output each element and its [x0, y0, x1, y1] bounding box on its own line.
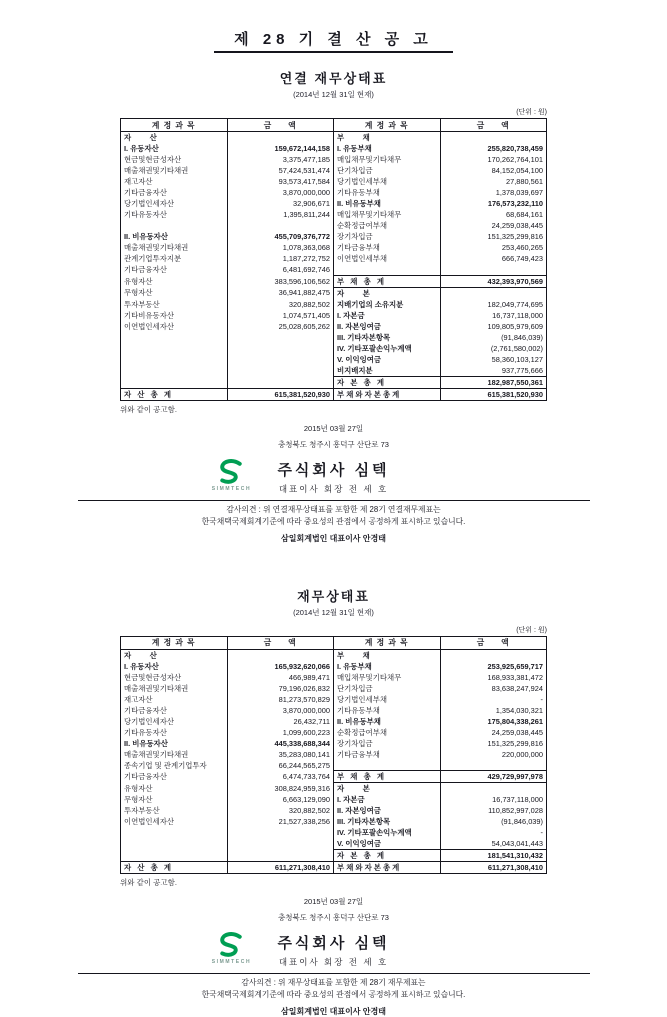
account-cell: II. 비유동부채 [334, 716, 441, 727]
table-row [121, 253, 547, 264]
simmtech-logo-icon [215, 932, 247, 959]
auditor-line: 삼일회계법인 대표이사 안경태 [281, 533, 386, 543]
column-header-amount: 금 액 [440, 119, 547, 132]
account-cell: II. 자본잉여금 [334, 805, 441, 816]
company-address: 충청북도 청주시 흥덕구 산단로 73 [278, 439, 389, 449]
amount-cell [227, 354, 334, 365]
account-cell: 자 산 총 계 [121, 862, 228, 874]
amount-cell: 6,474,733,764 [227, 771, 334, 783]
account-cell [121, 343, 228, 354]
amount-cell: 1,354,030,321 [440, 705, 547, 716]
amount-cell [227, 376, 334, 388]
account-cell: 부 채 총 계 [334, 275, 441, 287]
table-row [121, 343, 547, 354]
table-row [121, 749, 547, 760]
account-cell: 기타금융자산 [121, 705, 228, 716]
account-cell: 자 산 [121, 649, 228, 661]
amount-cell: 54,043,041,443 [440, 838, 547, 850]
table-row [121, 143, 547, 154]
table-row [121, 332, 547, 343]
notice-text: 위와 같이 공고함. [120, 878, 177, 888]
amount-cell: 308,824,959,316 [227, 783, 334, 795]
amount-cell: 383,596,106,562 [227, 275, 334, 287]
column-header-account: 계 정 과 목 [121, 119, 228, 132]
ceo-line: 대표이사 회장 전 세 호 [278, 483, 389, 494]
consolidated-section [0, 68, 667, 544]
account-cell [121, 827, 228, 838]
amount-cell [440, 649, 547, 661]
account-cell: 이연법인세자산 [121, 321, 228, 332]
column-header-amount: 금 액 [440, 636, 547, 649]
audit-opinion-line-1: 감사의견 : 위 연결재무상태표를 포함한 제 28기 연결재무제표는 [226, 504, 441, 514]
company-name: 주식회사 심텍 [277, 461, 390, 479]
table-row [121, 231, 547, 242]
account-cell: 자 본 [334, 287, 441, 299]
amount-cell: 181,541,310,432 [440, 850, 547, 862]
amount-cell: 110,852,997,028 [440, 805, 547, 816]
account-cell: 이연법인세자산 [121, 816, 228, 827]
table-row [121, 783, 547, 795]
amount-cell: 83,638,247,924 [440, 683, 547, 694]
amount-cell [440, 132, 547, 144]
amount-cell: 57,424,531,474 [227, 165, 334, 176]
account-cell: IV. 기타포괄손익누계액 [334, 343, 441, 354]
amount-cell: 320,882,502 [227, 805, 334, 816]
table-row [121, 760, 547, 771]
account-cell: 유형자산 [121, 275, 228, 287]
amount-cell: - [440, 694, 547, 705]
account-cell: V. 이익잉여금 [334, 838, 441, 850]
table-row [121, 176, 547, 187]
account-cell: 무형자산 [121, 287, 228, 299]
amount-cell: 255,820,738,459 [440, 143, 547, 154]
account-cell: V. 이익잉여금 [334, 354, 441, 365]
table-row [121, 705, 547, 716]
table-row [121, 771, 547, 783]
table-row [121, 220, 547, 231]
amount-cell: 81,273,570,829 [227, 694, 334, 705]
column-header-account: 계 정 과 목 [121, 636, 228, 649]
account-cell: 기타유동부채 [334, 187, 441, 198]
account-cell: 부 채 [334, 132, 441, 144]
announcement-date: 2015년 03월 27일 [303, 897, 364, 907]
account-cell: 기타유동자산 [121, 727, 228, 738]
amount-cell: 1,074,571,405 [227, 310, 334, 321]
column-header-account: 계 정 과 목 [334, 119, 441, 132]
company-block [211, 459, 390, 495]
as-of-date: (2014년 12월 31일 현재) [293, 607, 374, 617]
account-cell: II. 비유동부채 [334, 198, 441, 209]
account-cell: 이연법인세부채 [334, 253, 441, 264]
table-row [121, 310, 547, 321]
account-cell: 부 채 와 자 본 총 계 [334, 388, 441, 400]
account-cell: 자 산 [121, 132, 228, 144]
amount-cell: 3,870,000,000 [227, 187, 334, 198]
account-cell: 부 채 총 계 [334, 771, 441, 783]
amount-cell [227, 827, 334, 838]
amount-cell: 1,078,363,068 [227, 242, 334, 253]
amount-cell: 109,805,979,609 [440, 321, 547, 332]
table-row [121, 132, 547, 144]
table-row [121, 321, 547, 332]
account-cell: 기타유동부채 [334, 705, 441, 716]
amount-cell [227, 343, 334, 354]
table-row [121, 716, 547, 727]
settlement-announcement-page [0, 28, 667, 1017]
table-row [121, 694, 547, 705]
amount-cell: 151,325,299,816 [440, 231, 547, 242]
audit-opinion-line-1: 감사의견 : 위 재무상태표를 포함한 제 28기 재무제표는 [241, 978, 426, 988]
amount-cell: 159,672,144,158 [227, 143, 334, 154]
table-row [121, 738, 547, 749]
account-cell [121, 332, 228, 343]
amount-cell: 21,527,338,256 [227, 816, 334, 827]
account-cell: 매출채권및기타채권 [121, 242, 228, 253]
amount-cell [440, 760, 547, 771]
account-cell: 재고자산 [121, 694, 228, 705]
amount-cell: 466,989,471 [227, 672, 334, 683]
amount-cell [227, 649, 334, 661]
column-header-amount: 금 액 [227, 636, 334, 649]
account-cell [121, 376, 228, 388]
amount-cell: (91,846,039) [440, 332, 547, 343]
account-cell [121, 850, 228, 862]
amount-cell: 84,152,054,100 [440, 165, 547, 176]
table-row [121, 727, 547, 738]
table-row [121, 805, 547, 816]
table-row [121, 299, 547, 310]
account-cell: 종속기업 및 관계기업투자 [121, 760, 228, 771]
account-cell: 자 본 [334, 783, 441, 795]
account-cell: 무형자산 [121, 794, 228, 805]
amount-cell: 432,393,970,569 [440, 275, 547, 287]
account-cell: 자 본 총 계 [334, 850, 441, 862]
amount-cell [227, 850, 334, 862]
amount-cell [227, 132, 334, 144]
amount-cell: 16,737,118,000 [440, 794, 547, 805]
table-row [121, 683, 547, 694]
statement-title: 연결 재무상태표 [279, 71, 388, 86]
account-cell: 기타금융자산 [121, 187, 228, 198]
amount-cell: 3,870,000,000 [227, 705, 334, 716]
amount-cell: 182,049,774,695 [440, 299, 547, 310]
table-row [121, 275, 547, 287]
amount-cell [227, 365, 334, 377]
amount-cell: 16,737,118,000 [440, 310, 547, 321]
account-cell [334, 264, 441, 275]
account-cell: 기타금융부채 [334, 749, 441, 760]
amount-cell: 3,375,477,185 [227, 154, 334, 165]
table-row [121, 209, 547, 220]
auditor-line: 삼일회계법인 대표이사 안경태 [281, 1007, 386, 1017]
account-cell: 투자부동산 [121, 299, 228, 310]
audit-opinion-line-2: 한국채택국제회계기준에 따라 중요성의 관점에서 공정하게 표시하고 있습니다. [201, 516, 466, 526]
amount-cell: 220,000,000 [440, 749, 547, 760]
amount-cell: - [440, 827, 547, 838]
logo-caption: SIMMTECH [211, 485, 252, 492]
account-cell: 당기법인세자산 [121, 198, 228, 209]
audit-opinion [78, 500, 590, 528]
amount-cell: 937,775,666 [440, 365, 547, 377]
amount-cell: 32,906,671 [227, 198, 334, 209]
table-row [121, 242, 547, 253]
amount-cell: 615,381,520,930 [440, 388, 547, 400]
account-cell: 매출채권및기타채권 [121, 683, 228, 694]
account-cell: I. 유동부채 [334, 143, 441, 154]
amount-cell: 36,941,882,475 [227, 287, 334, 299]
table-row [121, 365, 547, 377]
amount-cell: 253,460,265 [440, 242, 547, 253]
account-cell: 단기차입금 [334, 683, 441, 694]
table-row [121, 862, 547, 874]
account-cell [121, 354, 228, 365]
table-row [121, 850, 547, 862]
account-cell: 유형자산 [121, 783, 228, 795]
consolidated-balance-sheet-table [120, 118, 547, 401]
table-row [121, 388, 547, 400]
account-cell: 기타비유동자산 [121, 310, 228, 321]
unit-label: (단위 : 원) [516, 109, 547, 116]
table-row [121, 794, 547, 805]
logo-caption: SIMMTECH [211, 959, 252, 966]
table-row [121, 816, 547, 827]
amount-cell: 24,259,038,445 [440, 220, 547, 231]
ceo-line: 대표이사 회장 전 세 호 [278, 957, 389, 968]
account-cell: IV. 기타포괄손익누계액 [334, 827, 441, 838]
amount-cell [440, 783, 547, 795]
table-row [121, 165, 547, 176]
account-cell: 당기법인세자산 [121, 716, 228, 727]
amount-cell: 165,932,620,066 [227, 661, 334, 672]
account-cell: III. 기타자본항목 [334, 332, 441, 343]
amount-cell: 611,271,308,410 [440, 862, 547, 874]
amount-cell: 1,395,811,244 [227, 209, 334, 220]
account-cell: 기타금융부채 [334, 242, 441, 253]
table-row [121, 187, 547, 198]
account-cell: 매입채무및기타채무 [334, 672, 441, 683]
amount-cell: 27,880,561 [440, 176, 547, 187]
audit-opinion-line-2: 한국채택국제회계기준에 따라 중요성의 관점에서 공정하게 표시하고 있습니다. [201, 990, 466, 1000]
amount-cell: 66,244,565,275 [227, 760, 334, 771]
company-address: 충청북도 청주시 흥덕구 산단로 73 [278, 913, 389, 923]
account-cell [121, 220, 228, 231]
separate-section [0, 586, 667, 1017]
account-cell: 관계기업투자지분 [121, 253, 228, 264]
amount-cell: 182,987,550,361 [440, 376, 547, 388]
account-cell: III. 기타자본항목 [334, 816, 441, 827]
account-cell: 매출채권및기타채권 [121, 165, 228, 176]
unit-label: (단위 : 원) [516, 626, 547, 634]
audit-opinion [78, 973, 590, 1001]
account-cell: 현금및현금성자산 [121, 154, 228, 165]
account-cell [334, 760, 441, 771]
account-cell: 지배기업의 소유지분 [334, 299, 441, 310]
amount-cell: 79,196,026,832 [227, 683, 334, 694]
amount-cell [440, 264, 547, 275]
company-logo [201, 459, 261, 492]
amount-cell: 175,804,338,261 [440, 716, 547, 727]
account-cell: 매입채무및기타채무 [334, 209, 441, 220]
account-cell: 비지배지분 [334, 365, 441, 377]
account-cell: 기타유동자산 [121, 209, 228, 220]
account-cell: 매입채무및기타채무 [334, 154, 441, 165]
account-cell: 당기법인세부채 [334, 176, 441, 187]
table-row [121, 154, 547, 165]
as-of-date: (2014년 12월 31일 현재) [293, 90, 374, 99]
table-header-row [121, 636, 547, 649]
table-row [121, 661, 547, 672]
account-cell: 장기차입금 [334, 231, 441, 242]
amount-cell: 93,573,417,584 [227, 176, 334, 187]
table-header-row [121, 119, 547, 132]
table-row [121, 376, 547, 388]
amount-cell: 151,325,299,816 [440, 738, 547, 749]
table-row [121, 672, 547, 683]
account-cell: II. 자본잉여금 [334, 321, 441, 332]
amount-cell: 26,432,711 [227, 716, 334, 727]
account-cell: 매출채권및기타채권 [121, 749, 228, 760]
account-cell: 부 채 [334, 649, 441, 661]
amount-cell: 253,925,659,717 [440, 661, 547, 672]
amount-cell: 1,187,272,752 [227, 253, 334, 264]
amount-cell: 445,338,688,344 [227, 738, 334, 749]
amount-cell [227, 220, 334, 231]
table-row [121, 827, 547, 838]
company-name: 주식회사 심텍 [277, 935, 390, 953]
amount-cell: 611,271,308,410 [227, 862, 334, 874]
amount-cell [227, 838, 334, 850]
account-cell: 투자부동산 [121, 805, 228, 816]
company-block [211, 932, 390, 968]
account-cell: 단기차입금 [334, 165, 441, 176]
amount-cell: 666,749,423 [440, 253, 547, 264]
table-row [121, 198, 547, 209]
account-cell: 부 채 와 자 본 총 계 [334, 862, 441, 874]
amount-cell [440, 287, 547, 299]
amount-cell: 170,262,764,101 [440, 154, 547, 165]
account-cell: 자 본 총 계 [334, 376, 441, 388]
account-cell: 현금및현금성자산 [121, 672, 228, 683]
table-row [121, 287, 547, 299]
account-cell: I. 유동자산 [121, 661, 228, 672]
amount-cell: 455,709,376,772 [227, 231, 334, 242]
account-cell: 재고자산 [121, 176, 228, 187]
page-title: 제 28 기 결 산 공 고 [214, 28, 453, 53]
amount-cell: 24,259,038,445 [440, 727, 547, 738]
account-cell: 기타금융자산 [121, 771, 228, 783]
amount-cell: 58,360,103,127 [440, 354, 547, 365]
amount-cell: 35,283,080,141 [227, 749, 334, 760]
account-cell: I. 자본금 [334, 310, 441, 321]
announcement-date: 2015년 03월 27일 [303, 423, 364, 433]
amount-cell: 429,729,997,978 [440, 771, 547, 783]
table-row [121, 354, 547, 365]
amount-cell: 1,378,039,697 [440, 187, 547, 198]
amount-cell [227, 332, 334, 343]
column-header-amount: 금 액 [227, 119, 334, 132]
account-cell: 기타금융자산 [121, 264, 228, 275]
separate-balance-sheet-table [120, 636, 547, 875]
table-row [121, 264, 547, 275]
amount-cell: 1,099,600,223 [227, 727, 334, 738]
account-cell: II. 비유동자산 [121, 231, 228, 242]
account-cell: II. 비유동자산 [121, 738, 228, 749]
account-cell: I. 유동자산 [121, 143, 228, 154]
table-row [121, 649, 547, 661]
account-cell [121, 365, 228, 377]
amount-cell: 176,573,232,110 [440, 198, 547, 209]
column-header-account: 계 정 과 목 [334, 636, 441, 649]
account-cell: 당기법인세부채 [334, 694, 441, 705]
amount-cell: 68,684,161 [440, 209, 547, 220]
account-cell: I. 자본금 [334, 794, 441, 805]
amount-cell: 6,663,129,090 [227, 794, 334, 805]
table-row [121, 838, 547, 850]
amount-cell: (2,761,580,002) [440, 343, 547, 354]
account-cell: 순확정급여부채 [334, 727, 441, 738]
amount-cell: 615,381,520,930 [227, 388, 334, 400]
account-cell: 자 산 총 계 [121, 388, 228, 400]
account-cell: 순확정급여부채 [334, 220, 441, 231]
statement-title: 재무상태표 [297, 588, 370, 604]
company-logo [201, 932, 261, 965]
amount-cell: 320,882,502 [227, 299, 334, 310]
amount-cell: 168,933,381,472 [440, 672, 547, 683]
account-cell [121, 838, 228, 850]
amount-cell: (91,846,039) [440, 816, 547, 827]
account-cell: I. 유동부채 [334, 661, 441, 672]
amount-cell: 6,481,692,746 [227, 264, 334, 275]
amount-cell: 25,028,605,262 [227, 321, 334, 332]
simmtech-logo-icon [215, 459, 247, 486]
account-cell: 장기차입금 [334, 738, 441, 749]
notice-text: 위와 같이 공고함. [120, 404, 177, 414]
